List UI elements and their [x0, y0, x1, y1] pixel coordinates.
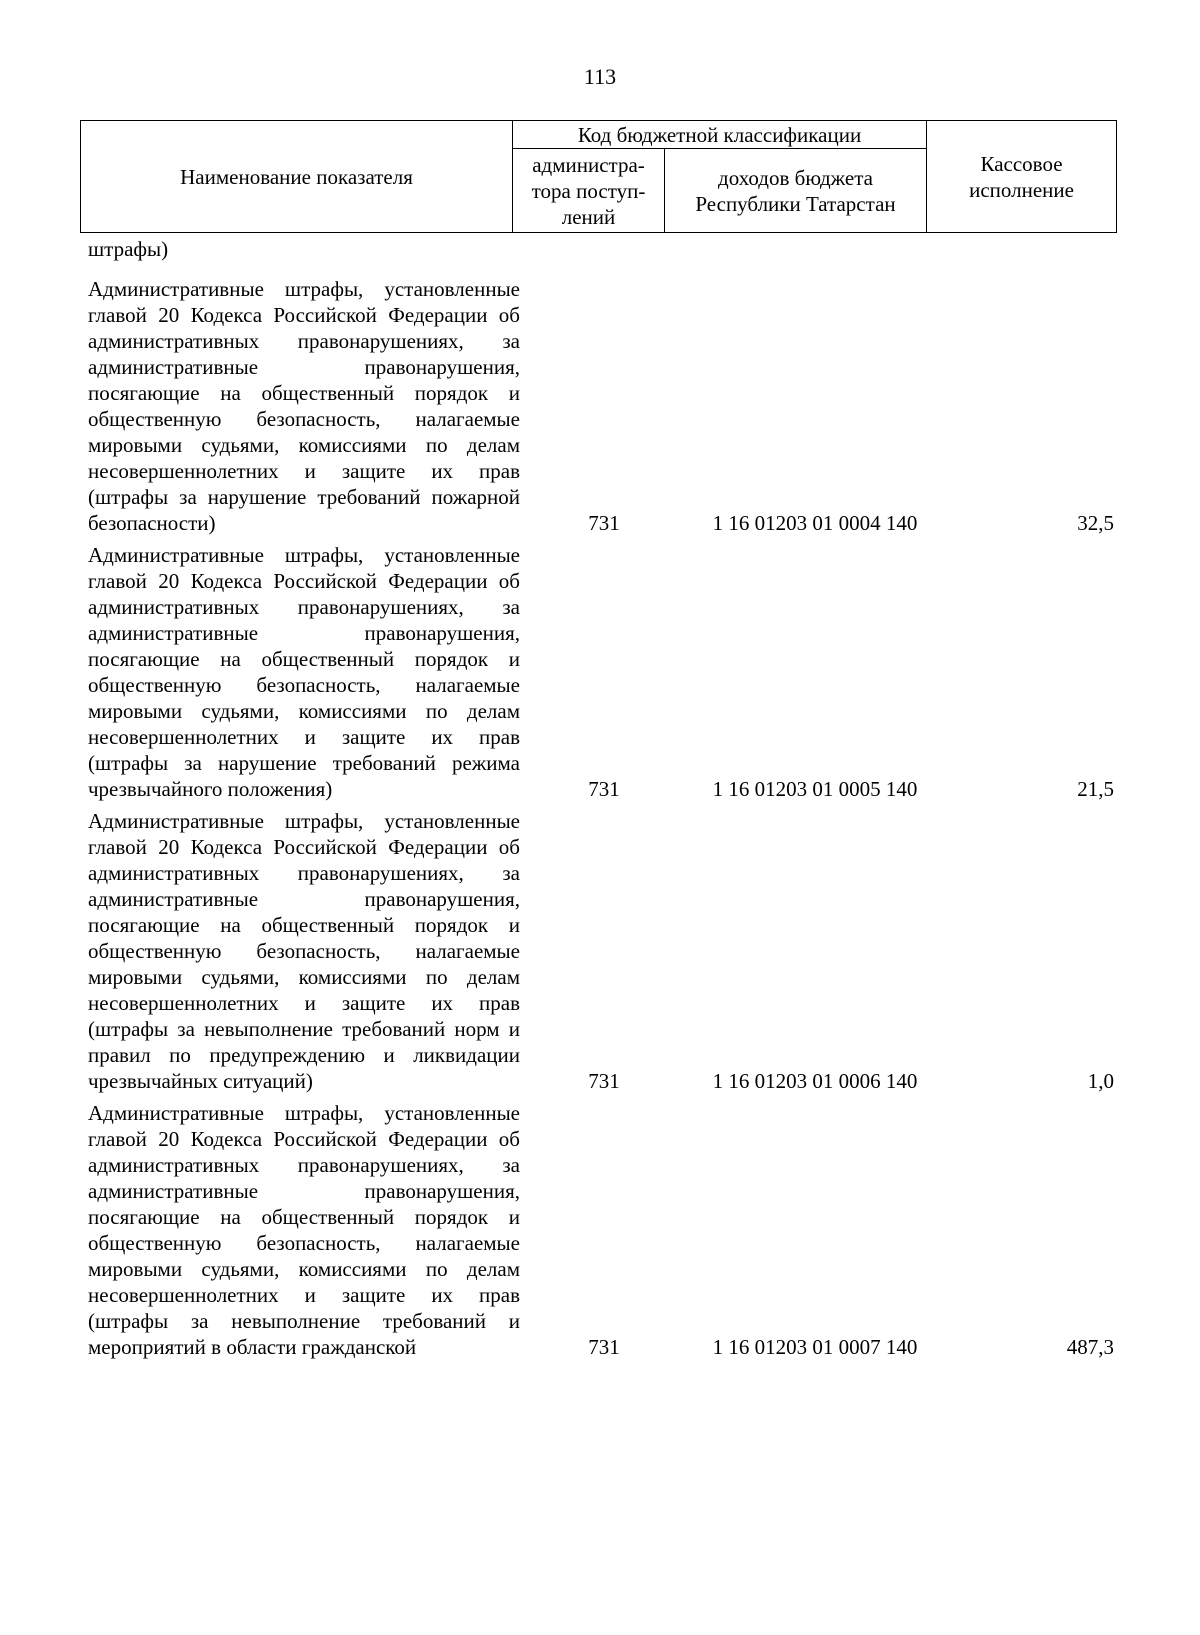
header-income-column: доходов бюджета Республики Татарстан: [665, 149, 927, 233]
table-body: [88, 236, 1128, 1366]
table-row: [88, 1100, 1128, 1360]
table-row: [88, 808, 1128, 1094]
row-budget-code: 1 16 01203 01 0005 140: [712, 777, 918, 801]
header-code-group: Код бюджетной классификации: [513, 121, 927, 149]
table-header: [80, 120, 1117, 233]
row-budget-code: 1 16 01203 01 0006 140: [712, 1069, 918, 1093]
row-amount: 487,3: [1066, 1335, 1114, 1359]
row-budget-code: 1 16 01203 01 0007 140: [712, 1335, 918, 1359]
row-admin-code: 731: [588, 511, 620, 535]
row-admin-code: 731: [588, 777, 620, 801]
row-name: штрафы): [88, 237, 169, 261]
header-admin-column: администра-тора поступ-лений: [513, 149, 665, 233]
header-name-column: Наименование показателя: [81, 121, 513, 233]
header-amount-column: Кассовое исполнение: [927, 121, 1117, 233]
row-name: Административные штрафы, установленные главой 20 Кодекса Российской Федерации об административных правонарушениях, за административные правонарушения, посягающие на общественный порядок и общественную безопасность, налагаемые мировыми судьями, комиссиями по делам несовершеннолетних и защите их прав (штрафы за нарушение требований режима чрезвычайного положения): [88, 543, 520, 801]
table-row: [88, 276, 1128, 536]
table-row: [88, 542, 1128, 802]
row-name: Административные штрафы, установленные главой 20 Кодекса Российской Федерации об административных правонарушениях, за административные правонарушения, посягающие на общественный порядок и общественную безопасность, налагаемые мировыми судьями, комиссиями по делам несовершеннолетних и защите их прав (штрафы за невыполнение требований норм и правил по предупреждению и ликвидации чрезвычайных ситуаций): [88, 809, 520, 1093]
row-amount: 21,5: [1077, 777, 1114, 801]
row-admin-code: 731: [588, 1335, 620, 1359]
row-name: Административные штрафы, установленные главой 20 Кодекса Российской Федерации об административных правонарушениях, за административные правонарушения, посягающие на общественный порядок и общественную безопасность, налагаемые мировыми судьями, комиссиями по делам несовершеннолетних и защите их прав (штрафы за невыполнение требований и мероприятий в области гражданской: [88, 1101, 520, 1359]
row-admin-code: 731: [588, 1069, 620, 1093]
row-amount: 1,0: [1087, 1069, 1114, 1093]
page-number: 113: [583, 64, 617, 89]
row-budget-code: 1 16 01203 01 0004 140: [712, 511, 918, 535]
table-row-continuation: [88, 236, 1128, 262]
row-name: Административные штрафы, установленные главой 20 Кодекса Российской Федерации об административных правонарушениях, за административные правонарушения, посягающие на общественный порядок и общественную безопасность, налагаемые мировыми судьями, комиссиями по делам несовершеннолетних и защите их прав (штрафы за нарушение требований пожарной безопасности): [88, 277, 520, 535]
row-amount: 32,5: [1077, 511, 1114, 535]
